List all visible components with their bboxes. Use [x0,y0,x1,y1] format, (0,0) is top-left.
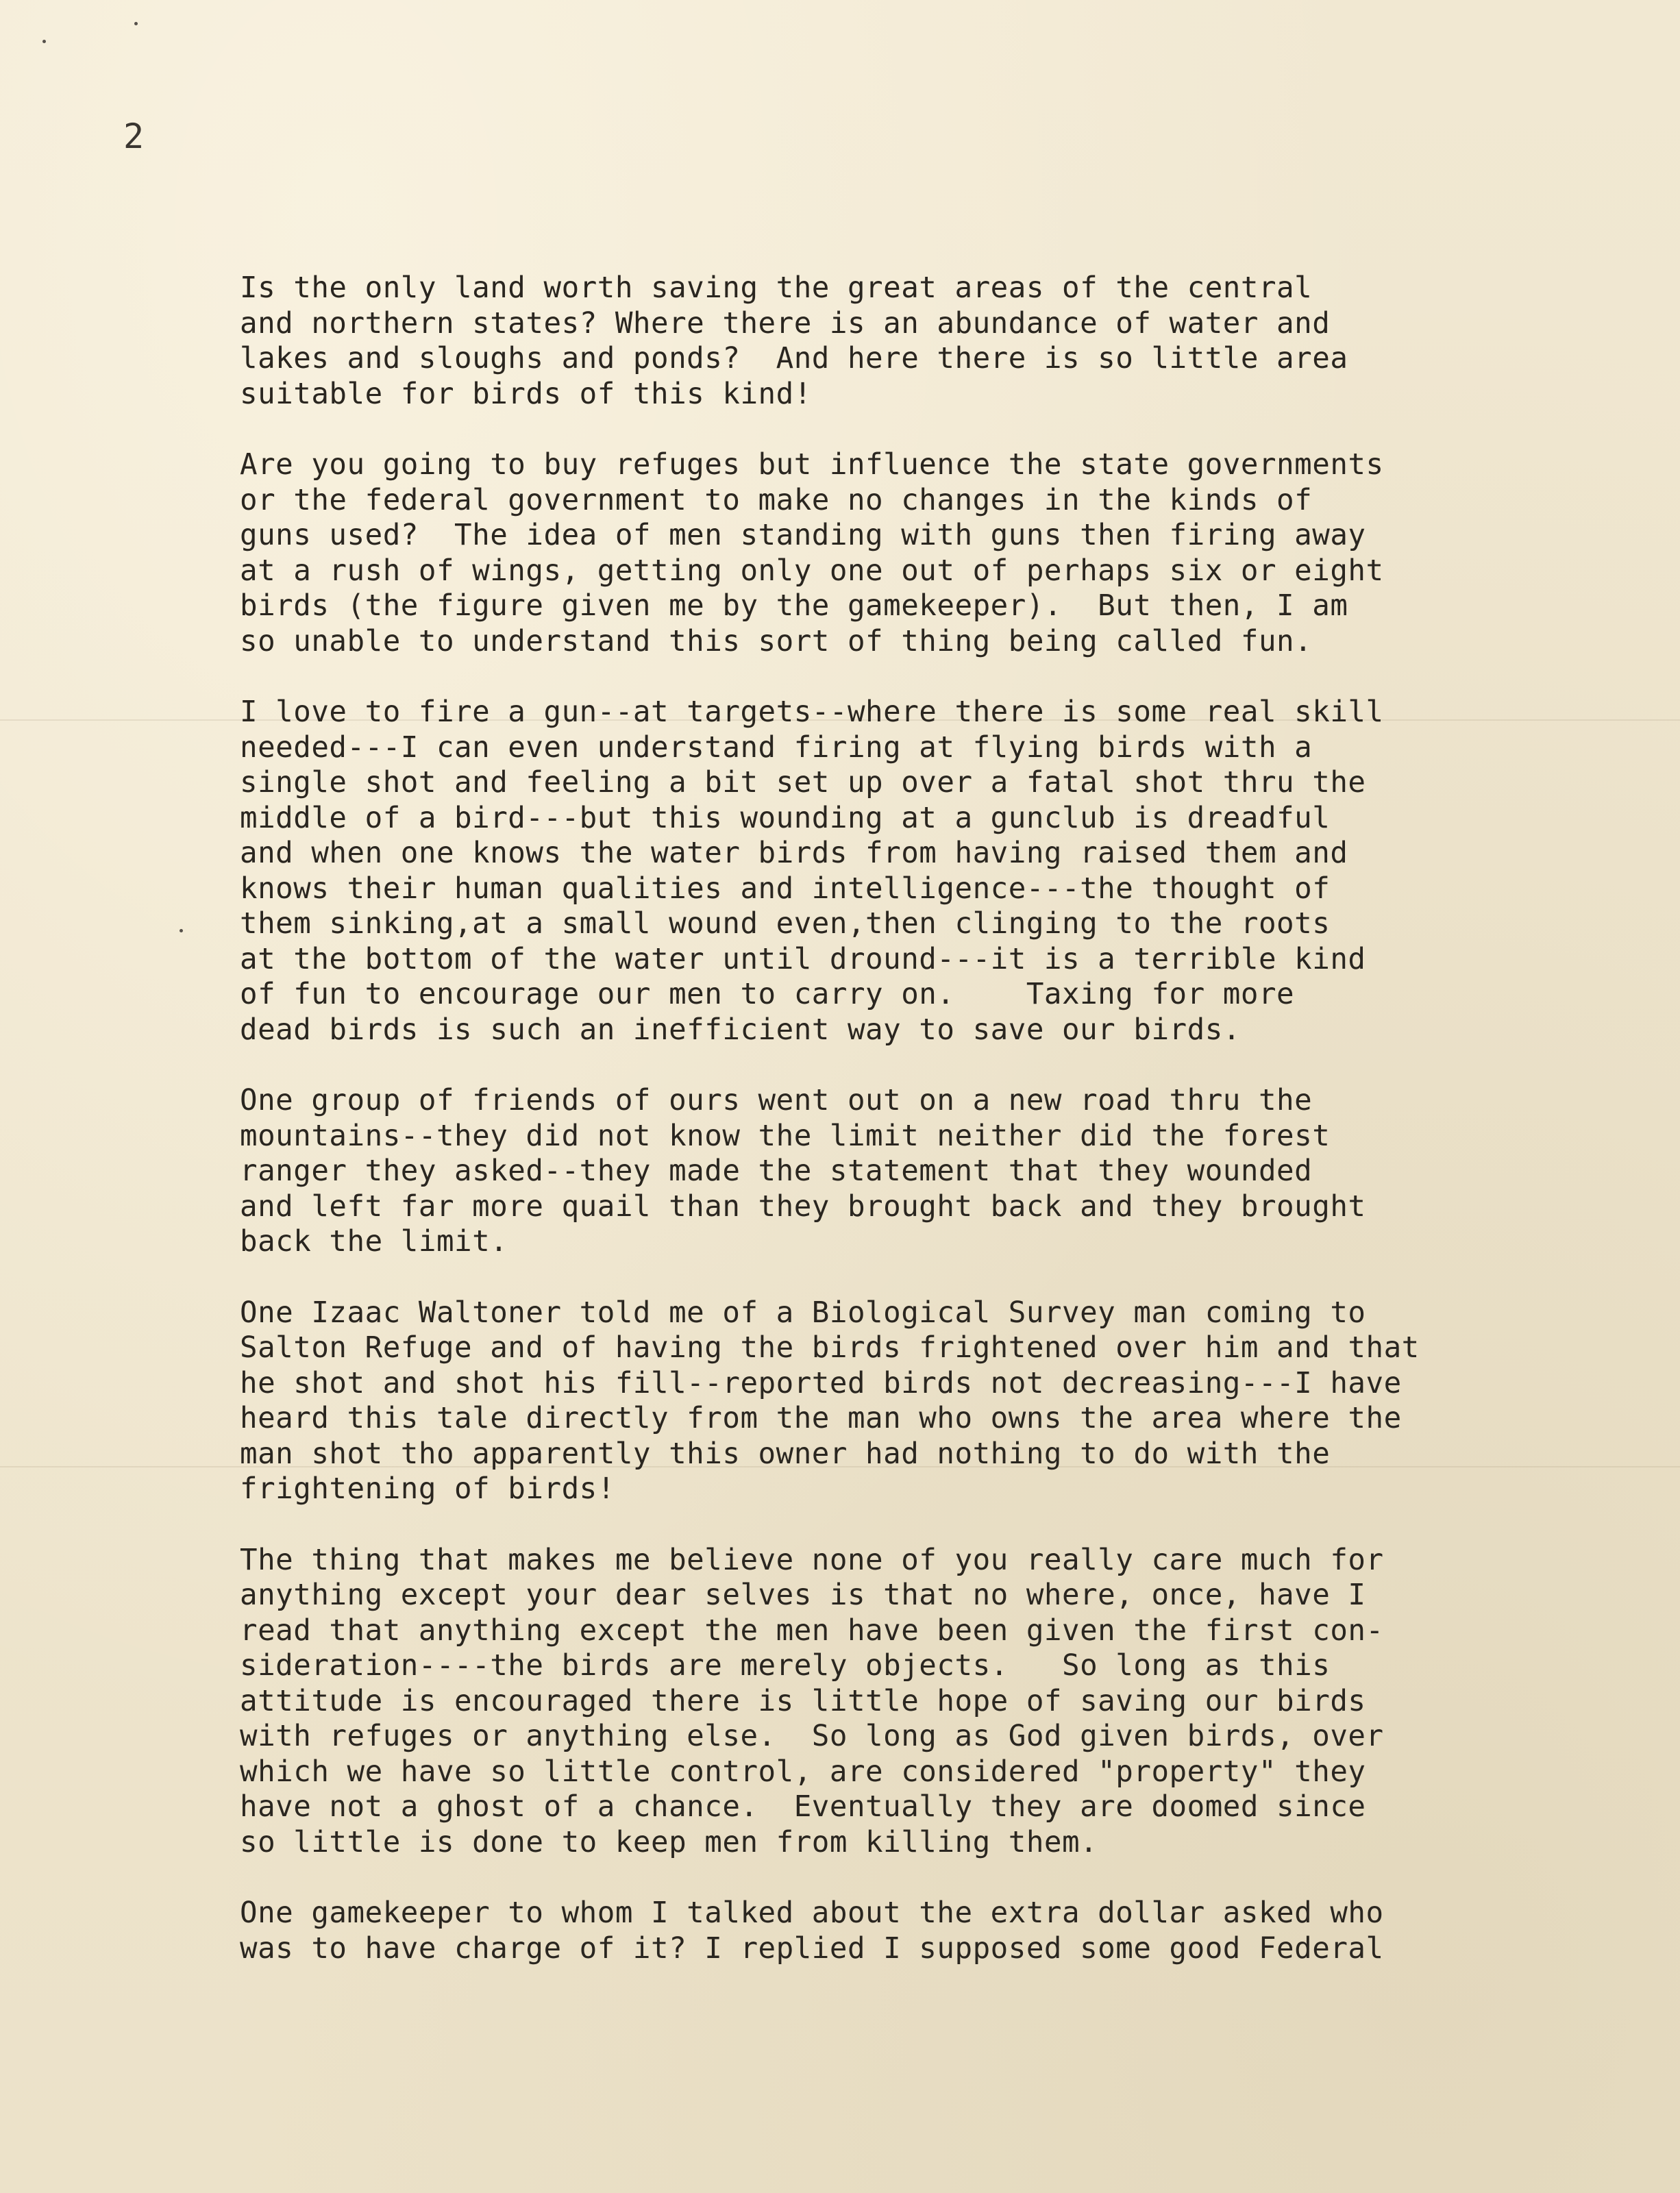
text-line: at the bottom of the water until dround---it is a terrible kind [240,942,1366,976]
paragraph [240,695,1603,1048]
text-line: Are you going to buy refuges but influence the state governments [240,448,1384,482]
text-line: mountains--they did not know the limit neither did the forest [240,1119,1331,1153]
paper-speck [180,929,183,932]
text-line: Salton Refuge and of having the birds frightened over him and that [240,1331,1420,1365]
text-line: was to have charge of it? I replied I supposed some good Federal [240,1931,1384,1966]
paragraph [240,1083,1603,1260]
text-line: One Izaac Waltoner told me of a Biological Survey man coming to [240,1296,1366,1330]
text-line: and left far more quail than they brought back and they brought [240,1189,1366,1224]
text-line: and northern states? Where there is an abundance of water and [240,306,1331,340]
paragraph [240,271,1603,412]
text-line: them sinking,at a small wound even,then clinging to the roots [240,907,1331,941]
text-line: knows their human qualities and intelligence---the thought of [240,871,1331,906]
text-line: single shot and feeling a bit set up over a fatal shot thru the [240,766,1366,800]
letter-body [240,271,1603,2002]
text-line: needed---I can even understand firing at flying birds with a [240,730,1313,765]
text-line: of fun to encourage our men to carry on. Taxing for more [240,978,1295,1011]
text-line: so unable to understand this sort of thing being called fun. [240,624,1313,658]
text-line: I love to fire a gun--at targets--where there is some real skill [240,695,1384,729]
text-line: which we have so little control, are considered "property" they [240,1755,1366,1789]
paragraph [240,1543,1603,1861]
paper-speck [134,22,138,25]
text-line: man shot tho apparently this owner had nothing to do with the [240,1437,1331,1471]
text-line: One group of friends of ours went out on a new road thru the [240,1084,1313,1117]
text-line: at a rush of wings, getting only one out of perhaps six or eight [240,554,1384,588]
text-line: read that anything except the men have been given the first con- [240,1613,1384,1648]
text-line: or the federal government to make no changes in the kinds of [240,483,1313,517]
text-line: back the limit. [240,1225,508,1259]
paragraph [240,447,1603,659]
text-line: lakes and sloughs and ponds? And here there is so little area [240,342,1348,375]
text-line: middle of a bird---but this wounding at a gunclub is dreadful [240,801,1331,835]
text-line: heard this tale directly from the man who owns the area where the [240,1402,1402,1435]
text-line: he shot and shot his fill--reported birds not decreasing---I have [240,1366,1402,1400]
text-line: anything except your dear selves is that no where, once, have I [240,1578,1366,1612]
text-line: dead birds is such an inefficient way to save our birds. [240,1013,1241,1047]
text-line: The thing that makes me believe none of you really care much for [240,1543,1384,1577]
paragraph [240,1896,1603,1966]
text-line: so little is done to keep men from killing them. [240,1825,1098,1859]
text-line: birds (the figure given me by the gamekeeper). But then, I am [240,589,1348,623]
text-line: One gamekeeper to whom I talked about the extra dollar asked who [240,1896,1384,1930]
page-number: 2 [123,116,145,156]
text-line: Is the only land worth saving the great areas of the central [240,271,1313,305]
text-line: ranger they asked--they made the statement that they wounded [240,1154,1313,1188]
text-line: have not a ghost of a chance. Eventually they are doomed since [240,1790,1366,1824]
text-line: frightening of birds! [240,1472,615,1506]
paper-speck [42,40,46,43]
text-line: and when one knows the water birds from having raised them and [240,837,1348,870]
text-line: with refuges or anything else. So long as God given birds, over [240,1720,1384,1753]
paragraph [240,1296,1603,1507]
text-line: guns used? The idea of men standing with guns then firing away [240,519,1366,552]
text-line: attitude is encouraged there is little hope of saving our birds [240,1684,1366,1718]
text-line: suitable for birds of this kind! [240,377,812,411]
text-line: sideration----the birds are merely objects. So long as this [240,1649,1331,1683]
